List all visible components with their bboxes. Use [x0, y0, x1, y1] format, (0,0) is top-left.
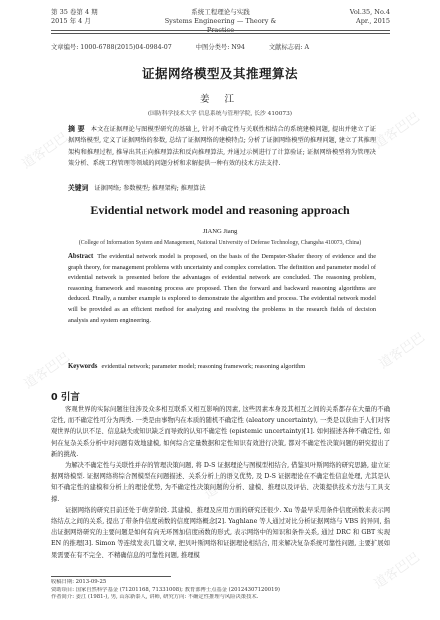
- watermark: 道客巴巴: [371, 550, 423, 593]
- watermark: 道客巴巴: [376, 330, 428, 373]
- title-chinese: 证据网络模型及其推理算法: [141, 66, 298, 81]
- affiliation-chinese: (国防科学技术大学 信息系统与管理学院, 长沙 410073): [147, 111, 293, 117]
- article-meta: [51, 42, 390, 51]
- footnote-funding: 资助项目: 国家自然科学基金 (71201168, 71331008); 教育部博士点基金 (20124307120019): [51, 586, 280, 593]
- section-heading-introduction: 0 引言: [51, 392, 80, 403]
- abstract-english: [68, 252, 376, 326]
- abstract-english-label: Abstract: [68, 253, 94, 260]
- keywords-chinese-text: 证据网络; 参数模型; 推理架构; 推理算法: [94, 185, 206, 192]
- author-english: JIANG Jiang: [202, 228, 238, 235]
- keywords-chinese-label: 关键词: [68, 184, 89, 192]
- body-text: [51, 404, 390, 561]
- keywords-english-label: Keywords: [68, 363, 98, 370]
- watermark: 道客巴巴: [21, 350, 73, 393]
- body-paragraph: 为解决不确定性与关联性并存的管理决策问题, 将 D-S 证据理论与图模型相结合, 借鉴贝叶斯网络的研究思路, 建立证据网络模型. 证据网络将综合图模型在问题描述、关系分析上的语义优势, 及 D-S 证据理论在不确定性信息处理, 尤其是认知不确定性的建模和分析上的理论优势, 为不确定性决策问题的分析、建模、推理以及评估、决策提供技术方法与工具支撑.: [51, 462, 390, 503]
- header-date: 2015 年 4 月: [51, 17, 91, 25]
- header-volume: 第 35 卷第 4 期: [51, 8, 98, 16]
- keywords-english-text: evidential network; parameter model; reasoning framework; reasoning algorithm: [101, 363, 306, 370]
- abstract-chinese-text: 本文在证据理论与图模型研究的基础上, 针对不确定性与关联性相结合的系统建模问题, 提出并建立了证据网络模型, 定义了证据网络的参数, 总结了证据网络的建模特点; 分析了证据网络模型的推理问题, 建立了其推理架构和推理过程, 推导出其正向推理算法和反向推理算法, 并通过示例进行了计算验证; 证据网络模型将为管理决策分析、系统工程管理等领域的问题分析和求解提供一种有效的技术方法支持.: [68, 126, 376, 168]
- document-code: 文献标志码: A: [268, 44, 310, 51]
- header-date-en: Apr., 2015: [356, 17, 390, 25]
- abstract-english-text: The evidential network model is proposed, on the basis of the Dempster-Shafer theory of evidence and the graph theory, for management problems with uncertainty and complex correlation. The definition and parameter model of evidential network is presented before the advantages of evidential network are concluded. The reasoning problem, reasoning framework and reasoning process are proposed. Then the forward and backward reasoning algorithms are deduced. Finally, a number example is explored to demonstrate the algorithm and process. The evidential network model will be provided as an efficient method for analyzing and resolving the problems in the research fields of decision analysis and system engineering.: [68, 253, 376, 324]
- body-paragraph: 客观世界的实际问题往往涉及众多相互联系又相互影响的因素, 这些因素本身及其相互之间的关系都存在大量的不确定性, 而不确定性可分为两类. 一类是由事物内在本质的随机不确定性 (aleatory uncertainty), 一类是以获由于人们对客观世界的认识不足、信息缺失或知识缺乏而导致的认知不确定性 (epistemic uncertainty)[1]. 如何描述各种不确定性, 如何在复杂关系分析中对问题有效地建模, 如何综合定量数据和定性知识有效进行决策, 都对不确定性决策问题的研究提出了新的挑战.: [51, 406, 391, 458]
- article-number: 文章编号: 1000-6788(2015)04-0984-07: [51, 44, 172, 51]
- footnote-author: 作者简介: 姜江 (1981-), 男, 山东新泰人, 讲师, 研究方向: 不确定性推理与风险决策技术.: [51, 594, 259, 601]
- header-vol-en: Vol.35, No.4: [349, 8, 390, 16]
- footnote-received: 收稿日期: 2013-09-25: [51, 579, 107, 585]
- header-rule-second: [51, 33, 390, 34]
- title-english: Evidential network model and reasoning approach: [90, 203, 350, 217]
- author-chinese: 姜 江: [199, 94, 241, 105]
- clc-number: 中图分类号: N94: [195, 44, 245, 51]
- body-paragraph: 证据网络的研究目前还处于萌芽阶段. 其建模、推理及应用方面的研究还很少. Xu 等最早采用条件信度函数来表示网络结点之间的关系, 提出了带条件信度函数的信度网络概念[2]. Yaghlane 等人通过对比分析证据网络与 VBS 的异同, 指出证据网络研究的主要问题是如何有向无环图加信度函数的形式, 表示网络中的知识和条件关系, 通过 DRC 和 GBT 实现 EN 的推理[3]. Simon 等连续发表几篇文章, 把贝叶斯网络和证据理论相结合, 用来解决复杂系统可靠性问题, 主要扩展如果需要在有不完全、不精确信息的可靠性问题, 推理模: [51, 506, 390, 559]
- header-journal-cn: 系统工程理论与实践: [191, 8, 250, 16]
- watermark: 道客巴巴: [201, 460, 253, 503]
- keywords-chinese: [68, 182, 376, 192]
- abstract-chinese-label: 摘 要: [68, 125, 85, 133]
- footnote-rule: [51, 576, 171, 577]
- header-journal-en: Systems Engineering — Theory & Practice: [164, 17, 277, 34]
- footnotes: [51, 579, 390, 602]
- keywords-english: [68, 362, 376, 373]
- affiliation-english: (College of Information System and Management, National University of Defense Technology, Changsha 410073, China): [78, 240, 362, 246]
- abstract-chinese: [68, 124, 376, 170]
- watermark: 道客巴巴: [371, 110, 423, 153]
- header-rule: [51, 30, 390, 31]
- watermark: 道客巴巴: [19, 130, 71, 173]
